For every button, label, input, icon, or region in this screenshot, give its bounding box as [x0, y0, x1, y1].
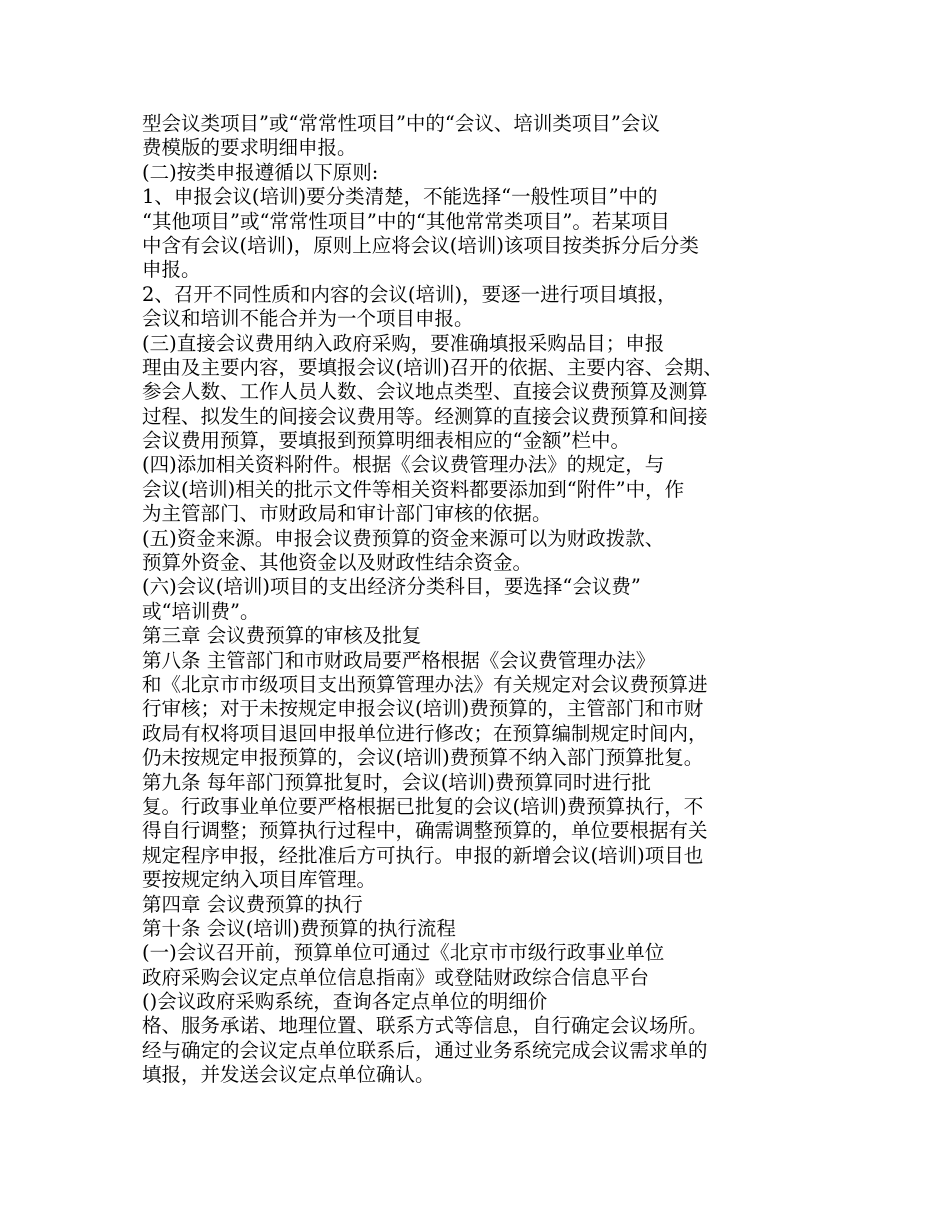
text-line: 会议(培训)相关的批示文件等相关资料都要添加到“附件”中，作	[142, 477, 685, 501]
text-line: (一)会议召开前，预算单位可通过《北京市市级行政事业单位	[142, 941, 665, 965]
text-line: 预算外资金、其他资金以及财政性结余资金。	[142, 551, 533, 575]
text-line: (二)按类申报遵循以下原则:	[142, 160, 379, 184]
article-line: 第十条 会议(培训)费预算的执行流程	[142, 916, 456, 940]
article-line: 第八条 主管部门和市财政局要严格根据《会议费管理办法》	[142, 648, 656, 672]
chapter-heading: 第四章 会议费预算的执行	[142, 892, 363, 916]
text-line: 中含有会议(培训)，原则上应将会议(培训)该项目按类拆分后分类	[142, 233, 699, 257]
document-body	[142, 112, 792, 1088]
text-line: 2、召开不同性质和内容的会议(培训)，要逐一进行项目填报，	[142, 282, 677, 306]
text-line: 费模版的要求明细申报。	[142, 136, 357, 160]
text-line: 复。行政事业单位要严格根据已批复的会议(培训)费预算执行，不	[142, 794, 704, 818]
text-line: 理由及主要内容，要填报会议(培训)召开的依据、主要内容、会期、	[142, 355, 723, 379]
text-line: ()会议政府采购系统，查询各定点单位的明细价	[142, 990, 548, 1014]
text-line: 仍未按规定申报预算的，会议(培训)费预算不纳入部门预算批复。	[142, 746, 704, 770]
text-line: 政局有权将项目退回申报单位进行修改；在预算编制规定时间内，	[142, 721, 708, 745]
text-line: (五)资金来源。申报会议费预算的资金来源可以为财政拨款、	[142, 526, 665, 550]
text-line: 过程、拟发生的间接会议费用等。经测算的直接会议费预算和间接	[142, 404, 708, 428]
text-line: 1、申报会议(培训)要分类清楚，不能选择“一般性项目”中的	[142, 185, 658, 209]
text-line: 和《北京市市级项目支出预算管理办法》有关规定对会议费预算进	[142, 672, 708, 696]
text-line: 得自行调整；预算执行过程中，确需调整预算的，单位要根据有关	[142, 819, 708, 843]
text-line: 参会人数、工作人员人数、会议地点类型、直接会议费预算及测算	[142, 380, 708, 404]
text-line: 格、服务承诺、地理位置、联系方式等信息，自行确定会议场所。	[142, 1014, 708, 1038]
text-line: 申报。	[142, 258, 201, 282]
text-line: “其他项目”或“常常性项目”中的“其他常常类项目”。若某项目	[142, 209, 670, 233]
text-line: 要按规定纳入项目库管理。	[142, 868, 377, 892]
text-line: 规定程序申报，经批准后方可执行。申报的新增会议(培训)项目也	[142, 843, 704, 867]
chapter-heading: 第三章 会议费预算的审核及批复	[142, 624, 422, 648]
text-line: 会议和培训不能合并为一个项目申报。	[142, 307, 474, 331]
text-line: (三)直接会议费用纳入政府采购，要准确填报采购品目；申报	[142, 331, 665, 355]
text-line: 经与确定的会议定点单位联系后，通过业务系统完成会议需求单的	[142, 1038, 708, 1062]
article-line: 第九条 每年部门预算批复时，会议(培训)费预算同时进行批	[142, 770, 651, 794]
text-line: 政府采购会议定点单位信息指南》或登陆财政综合信息平台	[142, 965, 650, 989]
text-line: 行审核；对于未按规定申报会议(培训)费预算的，主管部门和市财	[142, 697, 704, 721]
text-line: (四)添加相关资料附件。根据《会议费管理办法》的规定，与	[142, 453, 665, 477]
text-line: 会议费用预算，要填报到预算明细表相应的“金额”栏中。	[142, 429, 630, 453]
text-line: 为主管部门、市财政局和审计部门审核的依据。	[142, 502, 552, 526]
text-line: (六)会议(培训)项目的支出经济分类科目，要选择“会议费”	[142, 575, 641, 599]
text-line: 型会议类项目”或“常常性项目”中的“会议、培训类项目”会议	[142, 112, 660, 135]
text-line: 填报，并发送会议定点单位确认。	[142, 1063, 435, 1087]
text-line: 或“培训费”。	[142, 599, 260, 623]
